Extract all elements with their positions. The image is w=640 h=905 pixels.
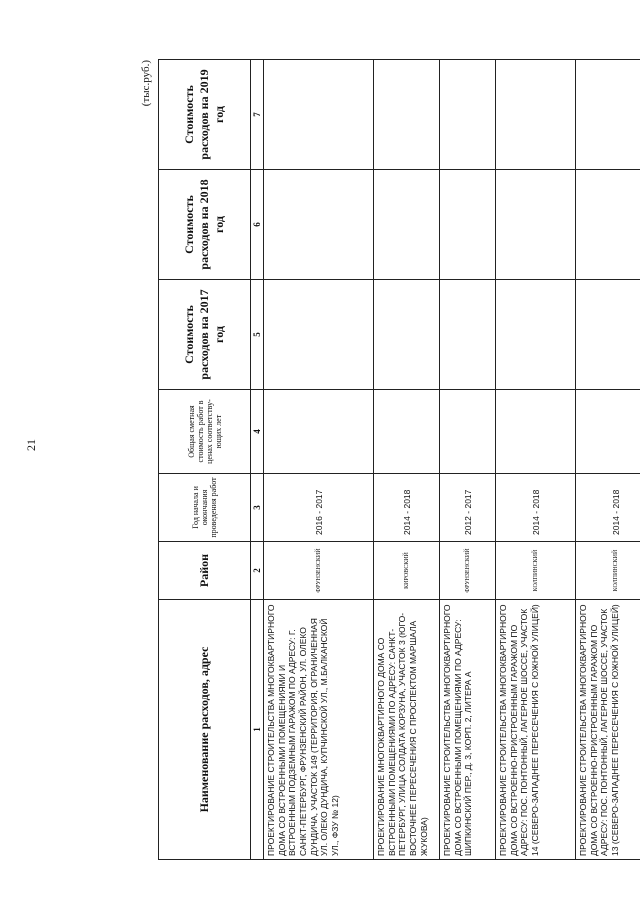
- column-number: 5: [251, 280, 264, 390]
- row-district: ФРУНЗЕНСКИЙ: [264, 542, 374, 600]
- row-total-cost: [576, 390, 640, 474]
- header-cost-2018: Стоимость расходов на 2018 год: [159, 170, 251, 280]
- header-cost-2019: Стоимость расходов на 2019 год: [159, 60, 251, 170]
- row-years: 2016 - 2017: [264, 474, 374, 542]
- table-row: [264, 60, 374, 860]
- row-district: КОЛПИНСКИЙ: [576, 542, 640, 600]
- row-name: ПРОЕКТИРОВАНИЕ СТРОИТЕЛЬСТВА МНОГОКВАРТИРНОГО ДОМА СО ВСТРОЕННЫМИ ПОМЕЩЕНИЯМИ И ВСТРОЕННЫМ ПОДЗЕМНЫМ ГАРАЖОМ ПО АДРЕСУ: Г. САНКТ-ПЕТЕРБУРГ, ФРУНЗЕНСКИЙ РАЙОН, УЛ. ОЛЕКО ДУНДИЧА, УЧАСТОК 149 (ТЕРРИТОРИЯ, ОГРАНИЧЕННАЯ УЛ. ОЛЕКО ДУНДИЧА, КУПЧИНСКОЙ УЛ., М.БАЛКАНСКОЙ УЛ., ФЗУ № 12): [264, 600, 374, 860]
- header-name: Наименование расходов, адрес: [159, 600, 251, 860]
- row-cost-2017: [440, 280, 496, 390]
- units-label: (тыс.руб.): [140, 60, 152, 107]
- row-cost-2017: [264, 280, 374, 390]
- row-years: 2012 - 2017: [440, 474, 496, 542]
- row-cost-2018: [440, 170, 496, 280]
- row-cost-2017: [374, 280, 440, 390]
- header-district: Район: [159, 542, 251, 600]
- row-district: ФРУНЗЕНСКИЙ: [440, 542, 496, 600]
- column-number-row: [251, 60, 264, 860]
- row-cost-2019: [496, 60, 576, 170]
- row-cost-2019: [440, 60, 496, 170]
- table-row: [576, 60, 640, 860]
- row-cost-2018: [576, 170, 640, 280]
- expenses-table: [158, 59, 640, 860]
- row-cost-2018: [374, 170, 440, 280]
- row-years: 2014 - 2018: [576, 474, 640, 542]
- rotated-table-container: [140, 60, 640, 860]
- row-district: КИРОВСКИЙ: [374, 542, 440, 600]
- row-cost-2018: [496, 170, 576, 280]
- row-name: ПРОЕКТИРОВАНИЕ МНОГОКВАРТИРНОГО ДОМА СО ВСТРОЕННЫМИ ПОМЕЩЕНИЯМИ ПО АДРЕСУ: САНКТ-ПЕТЕРБУРГ, УЛИЦА СОЛДАТА КОРЗУНА, УЧАСТОК 3 (ЮГО-ВОСТОЧНЕЕ ПЕРЕСЕЧЕНИЯ С ПРОСПЕКТОМ МАРШАЛА ЖУКОВА): [374, 600, 440, 860]
- column-number: 2: [251, 542, 264, 600]
- header-row: [159, 60, 251, 860]
- row-cost-2019: [374, 60, 440, 170]
- header-cost-2017: Стоимость расходов на 2017 год: [159, 280, 251, 390]
- row-years: 2014 - 2018: [374, 474, 440, 542]
- header-total-cost: Общая сметная стоимость работ в ценах соответству-ющих лет: [159, 390, 251, 474]
- row-cost-2018: [264, 170, 374, 280]
- row-cost-2017: [576, 280, 640, 390]
- row-years: 2014 - 2018: [496, 474, 576, 542]
- row-total-cost: [264, 390, 374, 474]
- row-district: КОЛПИНСКИЙ: [496, 542, 576, 600]
- row-cost-2019: [264, 60, 374, 170]
- row-name: ПРОЕКТИРОВАНИЕ СТРОИТЕЛЬСТВА МНОГОКВАРТИРНОГО ДОМА СО ВСТРОЕННЫМИ ПОМЕЩЕНИЯМИ ПО АДРЕСУ: ШИПКИНСКИЙ ПЕР., Д. 3, КОРП. 2, ЛИТЕРА А: [440, 600, 496, 860]
- page-number: 21: [24, 439, 38, 451]
- column-number: 4: [251, 390, 264, 474]
- row-total-cost: [374, 390, 440, 474]
- header-years: Год начала и окончания проведения работ: [159, 474, 251, 542]
- column-number: 7: [251, 60, 264, 170]
- column-number: 6: [251, 170, 264, 280]
- row-cost-2017: [496, 280, 576, 390]
- row-name: ПРОЕКТИРОВАНИЕ СТРОИТЕЛЬСТВА МНОГОКВАРТИРНОГО ДОМА СО ВСТРОЕННО-ПРИСТРОЕННЫМ ГАРАЖОМ ПО АДРЕСУ: ПОС. ПОНТОННЫЙ, ЛАГЕРНОЕ ШОССЕ, УЧАСТОК 14 (СЕВЕРО-ЗАПАДНЕЕ ПЕРЕСЕЧЕНИЯ С ЮЖНОЙ УЛИЦЕЙ): [496, 600, 576, 860]
- column-number: 1: [251, 600, 264, 860]
- row-total-cost: [440, 390, 496, 474]
- table-row: [496, 60, 576, 860]
- table-row: [440, 60, 496, 860]
- row-cost-2019: [576, 60, 640, 170]
- column-number: 3: [251, 474, 264, 542]
- row-total-cost: [496, 390, 576, 474]
- row-name: ПРОЕКТИРОВАНИЕ СТРОИТЕЛЬСТВА МНОГОКВАРТИРНОГО ДОМА СО ВСТРОЕННО-ПРИСТРОЕННЫМ ГАРАЖОМ ПО АДРЕСУ: ПОС. ПОНТОННЫЙ, ЛАГЕРНОЕ ШОССЕ, УЧАСТОК 13 (СЕВЕРО-ЗАПАДНЕЕ ПЕРЕСЕЧЕНИЯ С ЮЖНОЙ УЛИЦЕЙ): [576, 600, 640, 860]
- table-row: [374, 60, 440, 860]
